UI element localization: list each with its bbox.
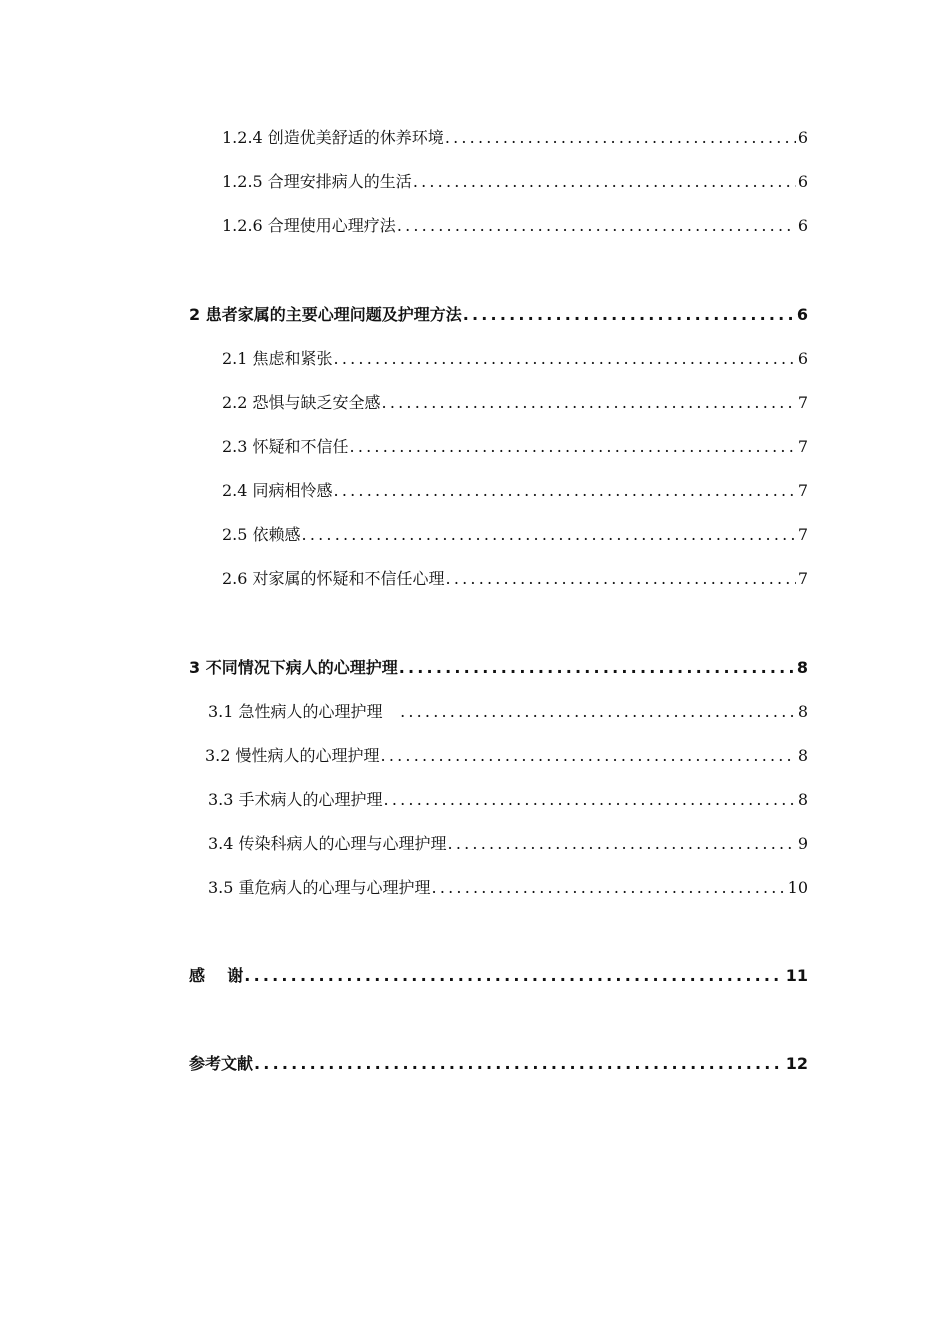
toc-page-number: 6 <box>797 172 808 191</box>
dot-leader <box>244 961 783 991</box>
toc-entry-label: 3.5 重危病人的心理与心理护理 <box>208 878 431 897</box>
toc-page-number: 8 <box>797 702 808 721</box>
toc-entry-3-3[interactable] <box>208 785 808 815</box>
toc-page-number: 9 <box>797 834 808 853</box>
dot-leader <box>413 167 796 197</box>
dot-leader <box>400 697 796 727</box>
toc-entry-2-6[interactable] <box>222 564 808 594</box>
dot-leader <box>448 829 796 859</box>
toc-page-number: 7 <box>797 569 808 588</box>
toc-page-number: 6 <box>797 216 808 235</box>
toc-entry-label: 2 患者家属的主要心理问题及护理方法 <box>189 305 462 324</box>
toc-entry-label: 1.2.6 合理使用心理疗法 <box>222 216 396 235</box>
toc-page-number: 12 <box>785 1054 808 1073</box>
toc-entry-chapter-2[interactable] <box>189 300 808 330</box>
toc-page-number: 7 <box>797 437 808 456</box>
dot-leader <box>382 388 796 418</box>
toc-entry-3-2[interactable] <box>205 741 808 771</box>
toc-entry-label: 参考文献 <box>189 1054 254 1073</box>
toc-entry-1-2-5[interactable] <box>222 167 808 197</box>
toc-entry-label: 感 谢 <box>189 966 244 985</box>
toc-page-number: 6 <box>797 349 808 368</box>
dot-leader <box>334 476 796 506</box>
toc-page-number: 8 <box>796 658 808 677</box>
toc-entry-acknowledgements[interactable] <box>189 961 808 991</box>
toc-entry-label: 2.5 依赖感 <box>222 525 301 544</box>
dot-leader <box>399 653 795 683</box>
toc-entry-2-3[interactable] <box>222 432 808 462</box>
toc-entry-3-5[interactable] <box>208 873 808 903</box>
dot-leader <box>302 520 796 550</box>
toc-entry-label: 2.3 怀疑和不信任 <box>222 437 349 456</box>
toc-entry-2-4[interactable] <box>222 476 808 506</box>
toc-entry-label: 3.3 手术病人的心理护理 <box>208 790 383 809</box>
toc-page-number: 7 <box>797 525 808 544</box>
dot-leader <box>334 344 796 374</box>
toc-entry-3-1[interactable] <box>208 697 808 727</box>
toc-page-number: 6 <box>797 128 808 147</box>
dot-leader <box>463 300 795 330</box>
toc-page-number: 7 <box>797 393 808 412</box>
toc-entry-2-1[interactable] <box>222 344 808 374</box>
toc-page-number: 8 <box>797 746 808 765</box>
toc-entry-label: 2.1 焦虑和紧张 <box>222 349 333 368</box>
toc-entry-1-2-6[interactable] <box>222 211 808 241</box>
toc-entry-3-4[interactable] <box>208 829 808 859</box>
toc-entry-2-2[interactable] <box>222 388 808 418</box>
dot-leader <box>384 785 796 815</box>
toc-page-number: 6 <box>796 305 808 324</box>
toc-page-number: 10 <box>787 878 808 897</box>
toc-entry-label: 3.1 急性病人的心理护理 <box>208 702 383 721</box>
toc-entry-label: 2.6 对家属的怀疑和不信任心理 <box>222 569 445 588</box>
toc-entry-label: 1.2.4 创造优美舒适的休养环境 <box>222 128 444 147</box>
toc-entry-label: 3 不同情况下病人的心理护理 <box>189 658 398 677</box>
toc-page-number: 8 <box>797 790 808 809</box>
toc-page-number: 11 <box>785 966 808 985</box>
toc-entry-label: 3.2 慢性病人的心理护理 <box>205 746 380 765</box>
dot-leader <box>254 1049 784 1079</box>
dot-leader <box>397 211 796 241</box>
toc-entry-chapter-3[interactable] <box>189 653 808 683</box>
toc-entry-2-5[interactable] <box>222 520 808 550</box>
toc-entry-label: 3.4 传染科病人的心理与心理护理 <box>208 834 447 853</box>
dot-leader <box>446 564 796 594</box>
dot-leader <box>445 123 796 153</box>
toc-entry-label: 2.4 同病相怜感 <box>222 481 333 500</box>
toc-entry-1-2-4[interactable] <box>222 123 808 153</box>
dot-leader <box>432 873 786 903</box>
toc-page-number: 7 <box>797 481 808 500</box>
dot-leader <box>350 432 796 462</box>
toc-entry-references[interactable] <box>189 1049 808 1079</box>
toc-entry-label: 1.2.5 合理安排病人的生活 <box>222 172 412 191</box>
toc-entry-label: 2.2 恐惧与缺乏安全感 <box>222 393 381 412</box>
dot-leader <box>381 741 796 771</box>
